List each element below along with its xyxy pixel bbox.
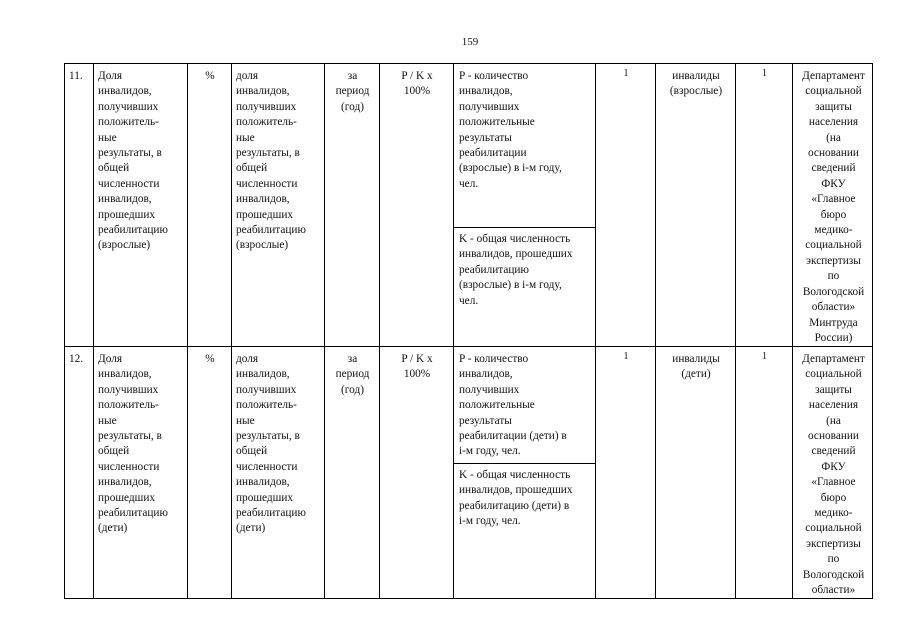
unit: % (205, 70, 215, 82)
row-number: 12. (69, 353, 84, 365)
indicator-definition: доля инвалидов, получивших положитель- ные результаты, в общей численности инвалидов, прошедших реабилитацию (дети) (236, 353, 306, 535)
indicator-definition: доля инвалидов, получивших положитель- ные результаты, в общей численности инвалидов, прошедших реабилитацию (взрослые) (236, 70, 306, 252)
table-column-divider (735, 63, 736, 599)
data-source: Департамент социальной защиты населения (на основании сведений ФКУ «Главное бюро медико- социальной экспертизы по Вологодской области» (802, 353, 865, 597)
category-code: 1 (762, 68, 767, 79)
variable-p: P - количество инвалидов, получивших положительные результаты реабилитации (взрослые) в i-м году, чел. (459, 70, 562, 190)
table-column-divider (324, 63, 325, 599)
period: за период (год) (335, 353, 370, 396)
method-code: 1 (623, 351, 629, 362)
category-code: 1 (762, 351, 767, 362)
table-column-divider (187, 63, 188, 599)
population-category: инвалиды (дети) (672, 353, 720, 381)
table-subrow-divider (453, 227, 595, 228)
table-column-divider (379, 63, 380, 599)
table-column-divider (595, 63, 596, 599)
population-category: инвалиды (взрослые) (669, 70, 723, 98)
indicator-name: Доля инвалидов, получивших положитель- ные результаты, в общей численности инвалидов, прошедших реабилитацию (дети) (98, 353, 168, 535)
table-column-divider (453, 63, 454, 599)
table-row-divider (64, 346, 873, 347)
variable-k: K - общая численность инвалидов, прошедших реабилитацию (взрослые) в i-м году, чел. (459, 233, 573, 307)
table-column-divider (792, 63, 793, 599)
indicator-name: Доля инвалидов, получивших положитель- ные результаты, в общей численности инвалидов, прошедших реабилитацию (взрослые) (98, 70, 168, 252)
variable-p: P - количество инвалидов, получивших положительные результаты реабилитации (дети) в i-м году, чел. (459, 353, 567, 458)
table-column-divider (655, 63, 656, 599)
row-number: 11. (69, 70, 83, 82)
unit: % (205, 353, 215, 365)
method-code: 1 (623, 68, 629, 79)
variable-k: K - общая численность инвалидов, прошедших реабилитацию (дети) в i-м году, чел. (459, 469, 573, 528)
data-source: Департамент социальной защиты населения (на основании сведений ФКУ «Главное бюро медико- социальной экспертизы по Вологодской области» Минтруда России) (802, 70, 865, 344)
table-column-divider (93, 63, 94, 599)
page-number: 159 (461, 36, 479, 48)
formula: P / K x 100% (401, 70, 433, 98)
period: за период (год) (335, 70, 370, 113)
table-column-divider (231, 63, 232, 599)
formula: P / K x 100% (401, 353, 433, 381)
table-subrow-divider (453, 463, 595, 464)
